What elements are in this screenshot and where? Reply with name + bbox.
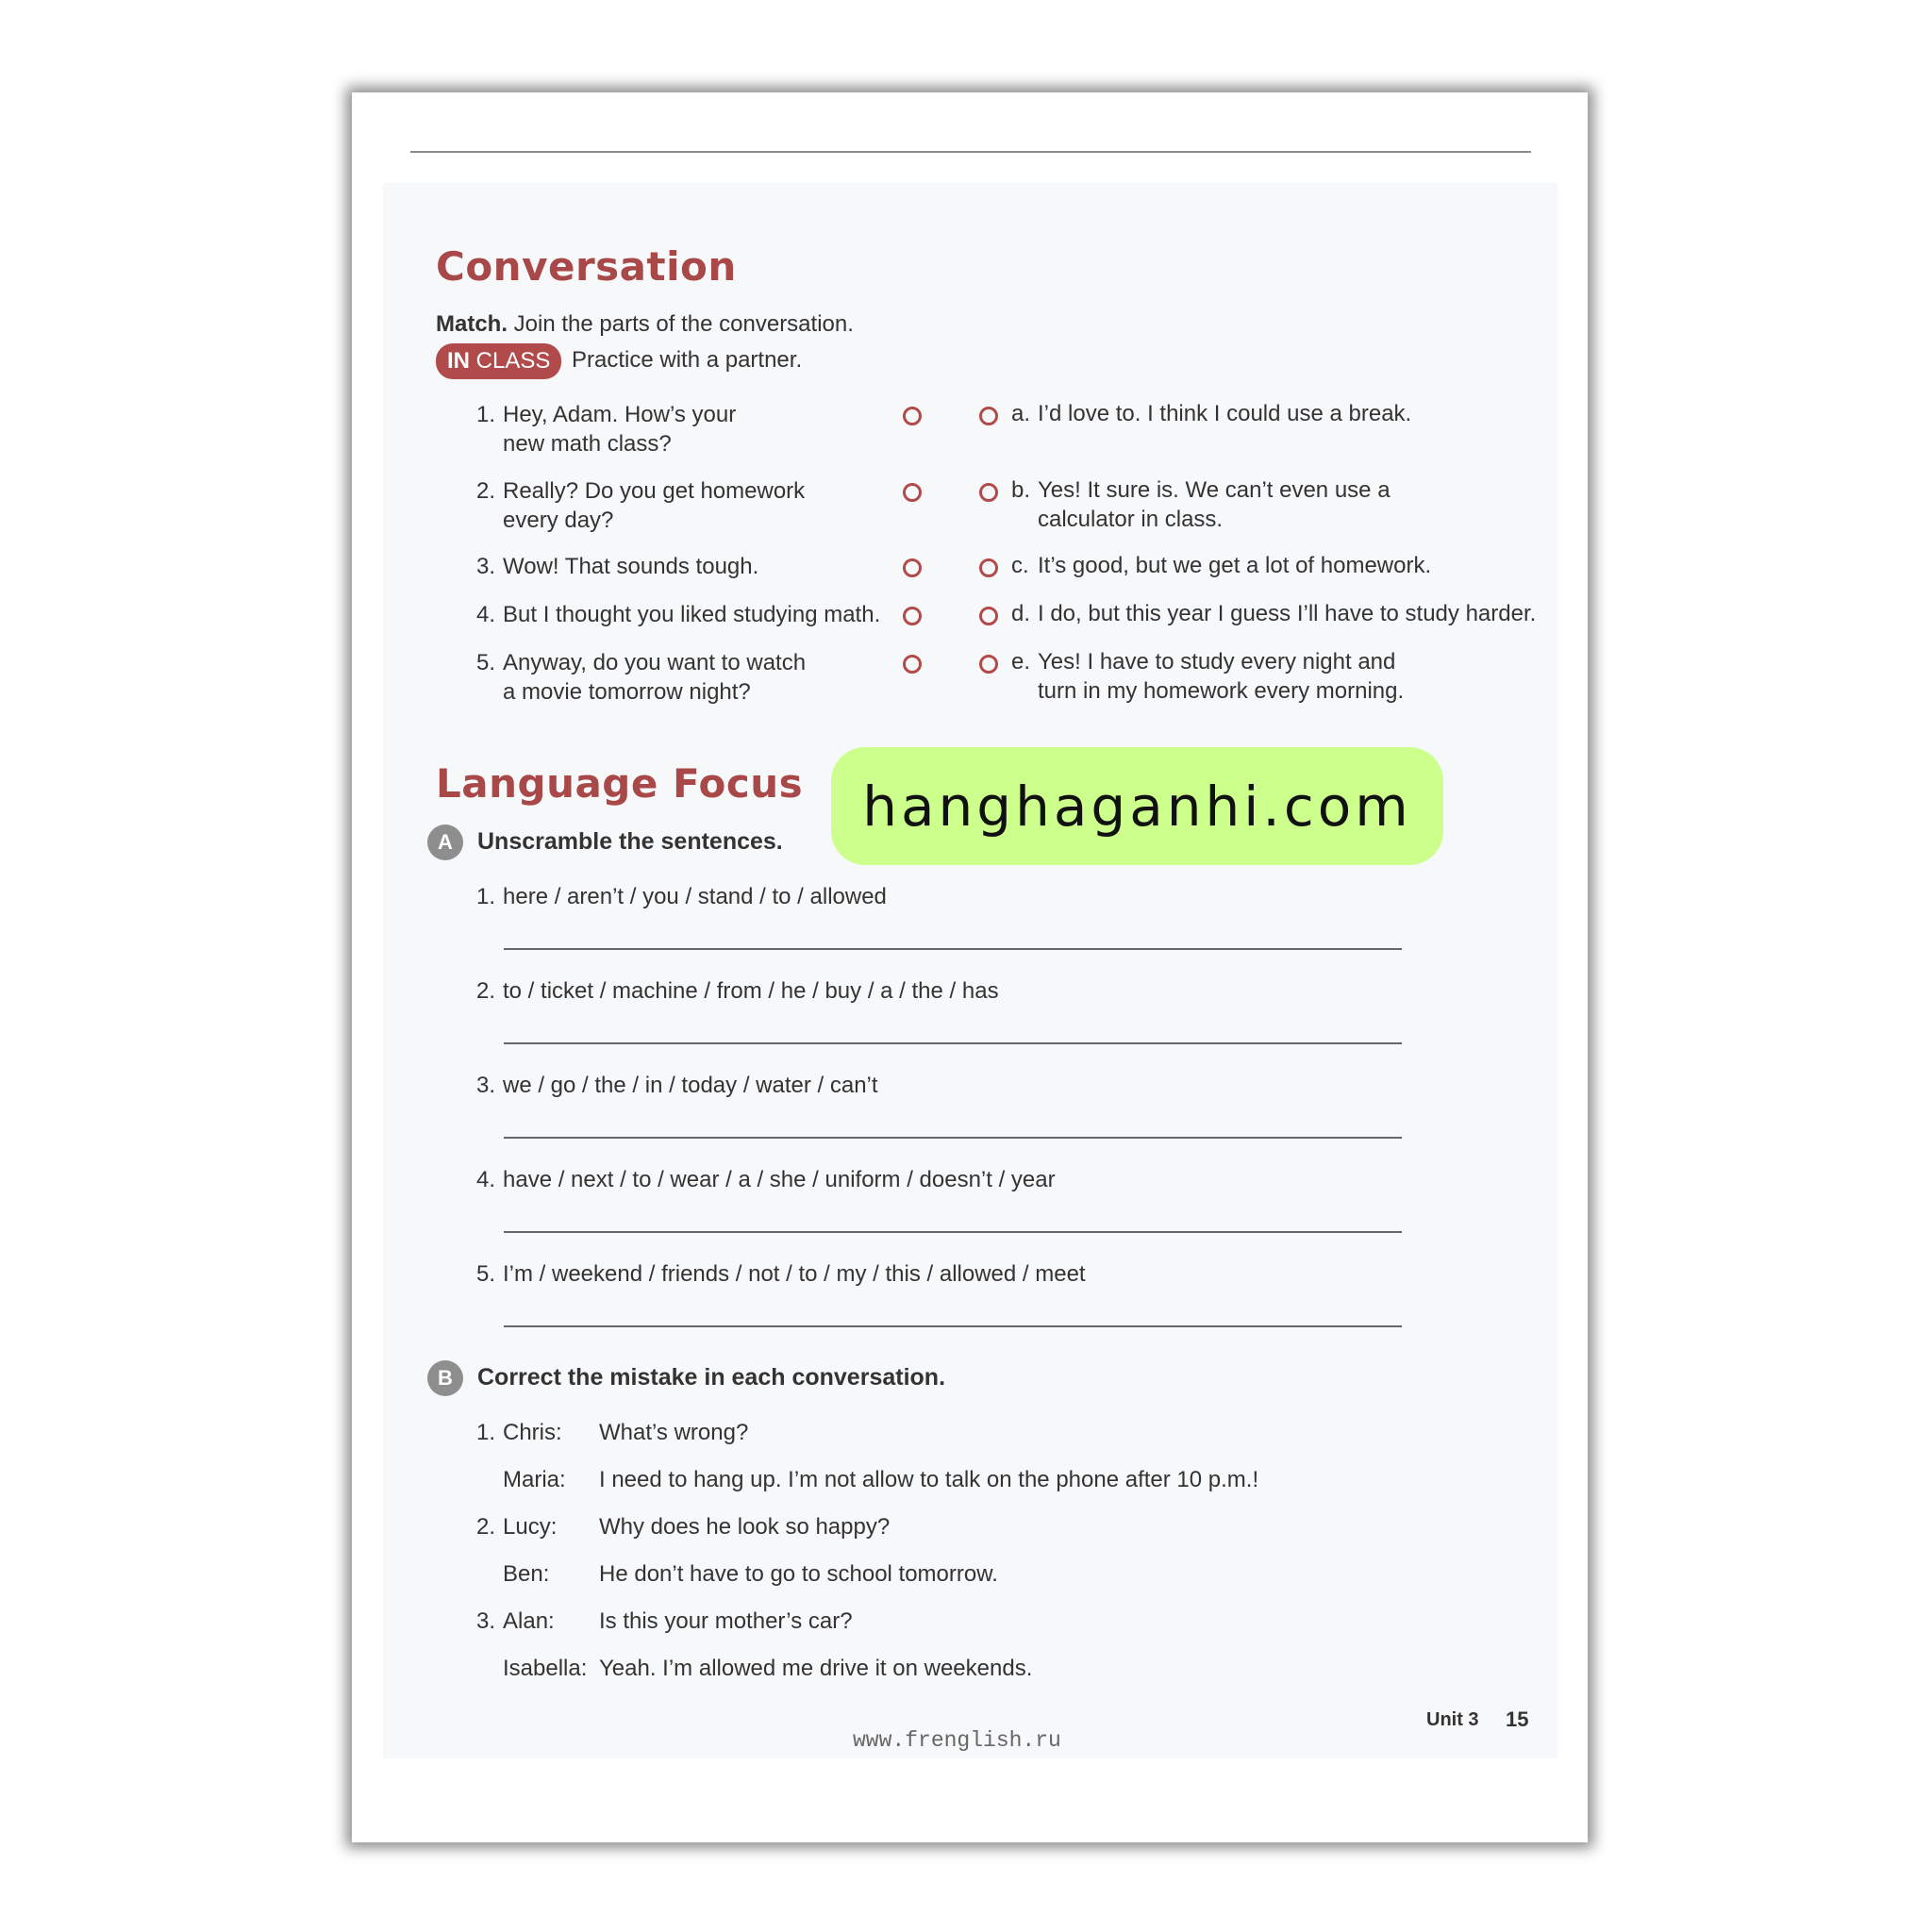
dialogue-text: Why does he look so happy? <box>599 1514 891 1540</box>
match-label: Match. <box>436 311 508 337</box>
practice-instruction: Practice with a partner. <box>572 347 803 373</box>
dialogue-speaker: Lucy: <box>503 1514 558 1540</box>
right-match-circle-b[interactable] <box>979 483 998 502</box>
left-item-text-line2: new math class? <box>503 431 672 457</box>
right-match-circle-a[interactable] <box>979 407 998 425</box>
part-b-label: Correct the mistake in each conversation. <box>477 1364 946 1391</box>
match-instruction <box>436 311 854 338</box>
answer-line-3[interactable] <box>504 1137 1402 1139</box>
left-match-circle-5[interactable] <box>903 655 922 674</box>
right-item-text-line2: calculator in class. <box>1038 507 1224 532</box>
unscramble-number: 1. <box>476 884 496 909</box>
unscramble-text: here / aren’t / you / stand / to / allowed <box>503 884 887 909</box>
badge-bold: IN <box>447 348 470 374</box>
left-item-number: 2. <box>476 478 496 504</box>
part-b-badge: B <box>427 1360 463 1396</box>
right-match-circle-d[interactable] <box>979 607 998 625</box>
badge-text: CLASS <box>470 348 551 374</box>
part-a-label: Unscramble the sentences. <box>477 828 783 855</box>
left-match-circle-4[interactable] <box>903 607 922 625</box>
answer-line-2[interactable] <box>504 1042 1402 1044</box>
right-item-text: I’d love to. I think I could use a break. <box>1038 401 1412 426</box>
answer-line-5[interactable] <box>504 1325 1402 1327</box>
left-item-text-line2: a movie tomorrow night? <box>503 679 751 705</box>
part-a-badge: A <box>427 824 463 860</box>
right-item-letter: d. <box>1011 601 1031 626</box>
left-item-text: But I thought you liked studying math. <box>503 602 881 627</box>
unscramble-number: 5. <box>476 1261 496 1287</box>
language-focus-title: Language Focus <box>436 760 804 807</box>
unscramble-text: have / next / to / wear / a / she / uniform / doesn’t / year <box>503 1167 1056 1192</box>
dialogue-number: 3. <box>476 1608 496 1634</box>
unit-label: Unit 3 <box>1426 1709 1479 1730</box>
right-item-letter: a. <box>1011 401 1031 426</box>
left-item-text-line2: every day? <box>503 508 614 533</box>
right-item-text: I do, but this year I guess I’ll have to study harder. <box>1038 601 1537 626</box>
right-match-circle-e[interactable] <box>979 655 998 674</box>
right-match-circle-c[interactable] <box>979 558 998 577</box>
dialogue-number: 2. <box>476 1514 496 1540</box>
right-item-letter: e. <box>1011 649 1031 675</box>
answer-line-4[interactable] <box>504 1231 1402 1233</box>
left-match-circle-3[interactable] <box>903 558 922 577</box>
dialogue-speaker: Maria: <box>503 1467 566 1492</box>
unscramble-number: 3. <box>476 1073 496 1098</box>
left-item-number: 4. <box>476 602 496 627</box>
left-item-text: Really? Do you get homework <box>503 478 806 504</box>
dialogue-text: Is this your mother’s car? <box>599 1608 853 1634</box>
right-item-letter: b. <box>1011 477 1031 503</box>
left-item-number: 5. <box>476 650 496 675</box>
unscramble-text: to / ticket / machine / from / he / buy / a / the / has <box>503 978 999 1004</box>
dialogue-text: I need to hang up. I’m not allow to talk on the phone after 10 p.m.! <box>599 1467 1259 1492</box>
left-match-circle-1[interactable] <box>903 407 922 425</box>
unscramble-text: we / go / the / in / today / water / can’t <box>503 1073 878 1098</box>
dialogue-text: Yeah. I’m allowed me drive it on weekends. <box>599 1656 1033 1681</box>
dialogue-text: What’s wrong? <box>599 1420 749 1445</box>
dialogue-speaker: Ben: <box>503 1561 550 1587</box>
left-item-number: 1. <box>476 402 496 427</box>
watermark-banner: hanghaganhi.com <box>831 747 1443 865</box>
dialogue-number: 1. <box>476 1420 496 1445</box>
conversation-title: Conversation <box>436 243 737 290</box>
right-item-text: It’s good, but we get a lot of homework. <box>1038 553 1432 578</box>
in-class-badge <box>436 343 561 379</box>
top-divider <box>410 151 1531 153</box>
dialogue-text: He don’t have to go to school tomorrow. <box>599 1561 998 1587</box>
right-item-letter: c. <box>1011 553 1029 578</box>
answer-line-1[interactable] <box>504 948 1402 950</box>
left-item-text: Wow! That sounds tough. <box>503 554 759 579</box>
left-match-circle-2[interactable] <box>903 483 922 502</box>
dialogue-speaker: Alan: <box>503 1608 555 1634</box>
right-item-text: Yes! I have to study every night and <box>1038 649 1396 675</box>
dialogue-speaker: Chris: <box>503 1420 562 1445</box>
left-item-number: 3. <box>476 554 496 579</box>
left-item-text: Anyway, do you want to watch <box>503 650 807 675</box>
match-instruction-text: Join the parts of the conversation. <box>508 311 854 337</box>
right-item-text: Yes! It sure is. We can’t even use a <box>1038 477 1391 503</box>
unscramble-number: 4. <box>476 1167 496 1192</box>
unscramble-number: 2. <box>476 978 496 1004</box>
right-item-text-line2: turn in my homework every morning. <box>1038 678 1405 704</box>
unscramble-text: I’m / weekend / friends / not / to / my / this / allowed / meet <box>503 1261 1086 1287</box>
left-item-text: Hey, Adam. How’s your <box>503 402 737 427</box>
source-url: www.frenglish.ru <box>853 1728 1061 1753</box>
dialogue-speaker: Isabella: <box>503 1656 588 1681</box>
page-number: 15 <box>1506 1707 1529 1731</box>
